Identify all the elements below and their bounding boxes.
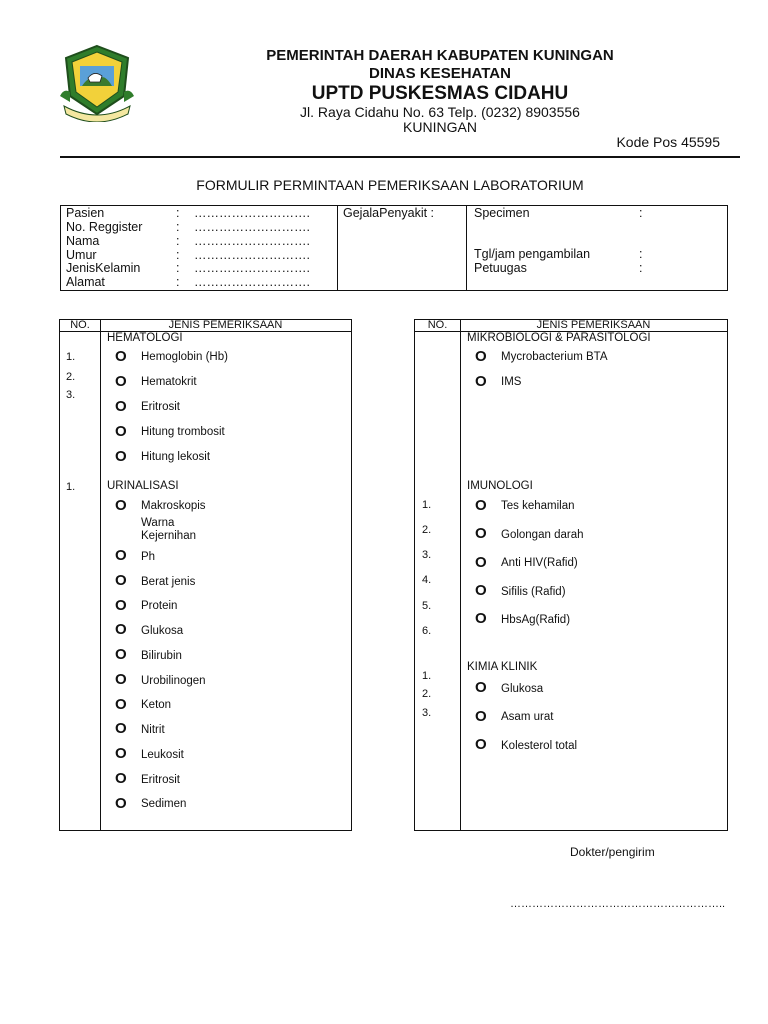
section-kimia-klinik: KIMIA KLINIK bbox=[467, 661, 538, 673]
signature-line[interactable]: ………………………………………………….. bbox=[510, 898, 726, 910]
exam-tes-kehamilan: Tes kehamilan bbox=[501, 500, 575, 512]
checkbox-circle[interactable]: O bbox=[475, 497, 487, 514]
exam-eritrosit: Eritrosit bbox=[141, 401, 180, 413]
address-line: Jl. Raya Cidahu No. 63 Telp. (0232) 8903556 bbox=[300, 104, 580, 120]
row-number: 3. bbox=[422, 549, 432, 561]
exam-glukosa-urin: Glukosa bbox=[141, 625, 184, 637]
exam-kejernihan: Kejernihan bbox=[141, 530, 196, 542]
exam-protein: Protein bbox=[141, 600, 178, 612]
left-col-jenis: JENIS PEMERIKSAAN bbox=[168, 319, 283, 331]
row-number: 2. bbox=[66, 371, 76, 383]
section-urinalisasi: URINALISASI bbox=[107, 480, 179, 492]
fill-in-dots[interactable]: ………………………. bbox=[194, 234, 310, 248]
label-nama: Nama bbox=[66, 234, 100, 248]
exam-sedimen: Sedimen bbox=[141, 798, 187, 810]
exam-berat-jenis: Berat jenis bbox=[141, 576, 196, 588]
colon: : bbox=[639, 206, 643, 220]
checkbox-circle[interactable]: O bbox=[115, 348, 127, 365]
exam-glukosa-kimia: Glukosa bbox=[501, 683, 544, 695]
colon: : bbox=[639, 261, 643, 275]
fill-in-dots[interactable]: ………………………. bbox=[194, 220, 310, 234]
label-tgl-jam: Tgl/jam pengambilan bbox=[474, 247, 591, 261]
right-col-no: NO. bbox=[427, 319, 448, 331]
colon: : bbox=[176, 220, 180, 234]
exam-ims: IMS bbox=[501, 376, 522, 388]
exam-eritrosit-urin: Eritrosit bbox=[141, 774, 180, 786]
government-heading: PEMERINTAH DAERAH KABUPATEN KUNINGAN bbox=[266, 47, 614, 64]
exam-hemoglobin: Hemoglobin (Hb) bbox=[141, 351, 228, 363]
left-table-header-line bbox=[59, 331, 351, 332]
checkbox-circle[interactable]: O bbox=[115, 572, 127, 589]
exam-hitung-lekosit: Hitung lekosit bbox=[141, 451, 211, 463]
exam-ph: Ph bbox=[141, 551, 156, 563]
right-col-jenis: JENIS PEMERIKSAAN bbox=[536, 319, 651, 331]
label-gejala-penyakit: GejalaPenyakit : bbox=[343, 206, 435, 220]
label-petugas: Petuugas bbox=[474, 261, 527, 275]
colon: : bbox=[176, 206, 180, 220]
checkbox-circle[interactable]: O bbox=[115, 621, 127, 638]
section-mikrobiologi: MIKROBIOLOGI & PARASITOLOGI bbox=[467, 332, 651, 344]
exam-kolesterol-total: Kolesterol total bbox=[501, 740, 578, 752]
checkbox-circle[interactable]: O bbox=[475, 554, 487, 571]
right-exam-table bbox=[414, 319, 728, 831]
exam-asam-urat: Asam urat bbox=[501, 711, 554, 723]
fill-in-dots[interactable]: ………………………. bbox=[194, 261, 310, 275]
colon: : bbox=[176, 234, 180, 248]
row-number: 6. bbox=[422, 625, 432, 637]
checkbox-circle[interactable]: O bbox=[475, 736, 487, 753]
checkbox-circle[interactable]: O bbox=[115, 745, 127, 762]
checkbox-circle[interactable]: O bbox=[475, 610, 487, 627]
row-number: 2. bbox=[422, 524, 432, 536]
checkbox-circle[interactable]: O bbox=[115, 547, 127, 564]
section-hematologi: HEMATOLOGI bbox=[107, 332, 183, 344]
label-pasien: Pasien bbox=[66, 206, 105, 220]
exam-nitrit: Nitrit bbox=[141, 724, 165, 736]
exam-urobilinogen: Urobilinogen bbox=[141, 675, 206, 687]
exam-makroskopis: Makroskopis bbox=[141, 500, 206, 512]
exam-sifilis: Sifilis (Rafid) bbox=[501, 586, 566, 598]
checkbox-circle[interactable]: O bbox=[115, 770, 127, 787]
fill-in-dots[interactable]: ………………………. bbox=[194, 248, 310, 262]
checkbox-circle[interactable]: O bbox=[475, 679, 487, 696]
fill-in-dots[interactable]: ………………………. bbox=[194, 206, 310, 220]
exam-bilirubin: Bilirubin bbox=[141, 650, 182, 662]
fill-in-dots[interactable]: ………………………. bbox=[194, 275, 310, 289]
checkbox-circle[interactable]: O bbox=[115, 720, 127, 737]
checkbox-circle[interactable]: O bbox=[475, 708, 487, 725]
patient-box-divider-2 bbox=[466, 205, 467, 290]
form-title: FORMULIR PERMINTAAN PEMERIKSAAN LABORATORIUM bbox=[196, 177, 584, 193]
label-jenis-kelamin: JenisKelamin bbox=[66, 261, 141, 275]
department-heading: DINAS KESEHATAN bbox=[369, 65, 511, 82]
checkbox-circle[interactable]: O bbox=[115, 795, 127, 812]
exam-mycrobacterium-bta: Mycrobacterium BTA bbox=[501, 351, 608, 363]
exam-hbsag: HbsAg(Rafid) bbox=[501, 614, 571, 626]
checkbox-circle[interactable]: O bbox=[475, 373, 487, 390]
row-number: 1. bbox=[66, 351, 76, 363]
header-divider bbox=[60, 156, 740, 158]
checkbox-circle[interactable]: O bbox=[475, 348, 487, 365]
checkbox-circle[interactable]: O bbox=[115, 373, 127, 390]
checkbox-circle[interactable]: O bbox=[115, 398, 127, 415]
patient-box-divider-1 bbox=[337, 205, 338, 290]
section-imunologi: IMUNOLOGI bbox=[467, 480, 533, 492]
checkbox-circle[interactable]: O bbox=[115, 597, 127, 614]
exam-leukosit: Leukosit bbox=[141, 749, 184, 761]
colon: : bbox=[176, 248, 180, 262]
exam-hematokrit: Hematokrit bbox=[141, 376, 197, 388]
label-alamat: Alamat bbox=[66, 275, 105, 289]
exam-warna: Warna bbox=[141, 517, 175, 529]
checkbox-circle[interactable]: O bbox=[115, 696, 127, 713]
row-number: 4. bbox=[422, 574, 432, 586]
row-number: 1. bbox=[422, 499, 432, 511]
row-number: 1. bbox=[66, 481, 76, 493]
label-specimen: Specimen bbox=[474, 206, 530, 220]
kuningan-regency-logo bbox=[60, 44, 134, 122]
checkbox-circle[interactable]: O bbox=[475, 525, 487, 542]
checkbox-circle[interactable]: O bbox=[115, 497, 127, 514]
row-number: 3. bbox=[422, 707, 432, 719]
checkbox-circle[interactable]: O bbox=[115, 671, 127, 688]
exam-keton: Keton bbox=[141, 699, 172, 711]
label-umur: Umur bbox=[66, 248, 97, 262]
signer-label: Dokter/pengirim bbox=[570, 845, 655, 859]
right-table-col-divider bbox=[460, 319, 461, 830]
city-line: KUNINGAN bbox=[403, 119, 477, 135]
left-table-col-divider bbox=[100, 319, 101, 830]
exam-anti-hiv: Anti HIV(Rafid) bbox=[501, 557, 578, 569]
label-no-register: No. Reggister bbox=[66, 220, 143, 234]
row-number: 3. bbox=[66, 389, 76, 401]
checkbox-circle[interactable]: O bbox=[115, 646, 127, 663]
row-number: 5. bbox=[422, 600, 432, 612]
row-number: 2. bbox=[422, 688, 432, 700]
exam-golongan-darah: Golongan darah bbox=[501, 529, 584, 541]
colon: : bbox=[176, 275, 180, 289]
left-col-no: NO. bbox=[70, 319, 90, 331]
postal-code: Kode Pos 45595 bbox=[616, 134, 720, 150]
checkbox-circle[interactable]: O bbox=[115, 423, 127, 440]
left-exam-table bbox=[59, 319, 352, 831]
checkbox-circle[interactable]: O bbox=[115, 448, 127, 465]
row-number: 1. bbox=[422, 670, 432, 682]
institution-name: UPTD PUSKESMAS CIDAHU bbox=[311, 83, 569, 104]
checkbox-circle[interactable]: O bbox=[475, 582, 487, 599]
exam-hitung-trombosit: Hitung trombosit bbox=[141, 426, 225, 438]
colon: : bbox=[639, 247, 643, 261]
colon: : bbox=[176, 261, 180, 275]
